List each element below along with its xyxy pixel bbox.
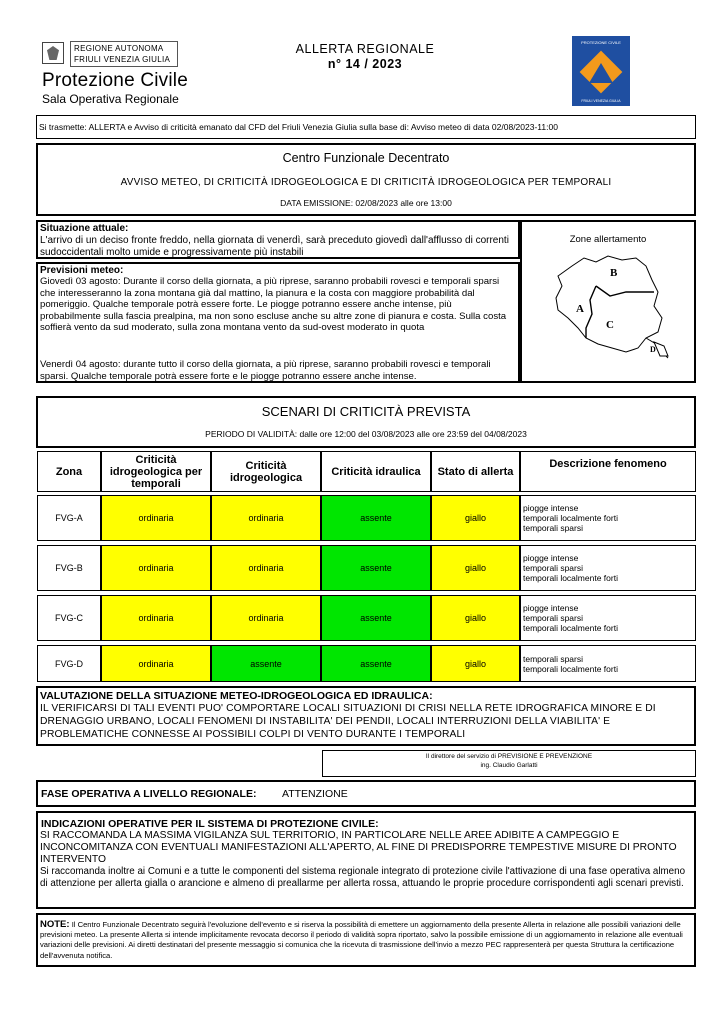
alert-number: n° 14 / 2023 (327, 57, 403, 71)
note-text: Il Centro Funzionale Decentrato seguirà l'evoluzione dell'evento e si riserva la possibilità di emettere un aggiornamento della presente Allerta in relazione alle possibili variazioni delle previsioni meteo. La presente Allerta si intende implicitamente revocata decorso il periodo di validità sopra riportato, salvo la possibile emissione di un aggiornamento in relazione alle eventuali variazioni delle previsioni. Ai diretti destinatari del presente messaggio si comunica che la ricevuta di trasmissione dell'invio a mezzo PEC rappresenterà per questa Struttura la certificazione dell'avvenuta notifica. (40, 920, 683, 960)
note-content (40, 920, 690, 961)
header-descrizione: Descrizione fenomeno (520, 451, 696, 492)
row-c-fenomeno: temporali localmente forti (523, 623, 618, 633)
note-box (36, 913, 696, 967)
transmission-box (36, 115, 696, 139)
row-d-idrogeologica: assente (211, 645, 321, 682)
row-b-fenomeno: temporali localmente forti (523, 573, 618, 583)
row-b-idrogeologica: ordinaria (211, 545, 321, 591)
fase-value: ATTENZIONE (282, 788, 348, 800)
zones-map-title: Zone allertamento (569, 234, 647, 245)
header-zona: Zona (37, 451, 101, 492)
row-d-allerta: giallo (431, 645, 520, 682)
row-d-fenomeno: temporali sparsi (523, 653, 583, 664)
row-d-descrizione (520, 645, 696, 682)
header-idraulica: Criticità idraulica (321, 451, 431, 492)
org-subname: Sala Operativa Regionale (42, 92, 179, 106)
civil-protection-logo (572, 36, 630, 106)
situation-box (36, 220, 520, 259)
row-b-idraulica: assente (321, 545, 431, 591)
row-b-temporali: ordinaria (101, 545, 211, 591)
row-a-fenomeno: temporali sparsi (523, 523, 583, 533)
row-c-idraulica: assente (321, 595, 431, 641)
scenari-title: SCENARI DI CRITICITÀ PREVISTA (261, 404, 471, 419)
header-idrogeologica: Criticità idrogeologica (211, 451, 321, 492)
region-logo-line2: FRIULI VENEZIA GIULIA (74, 55, 171, 64)
row-c-fenomeno: temporali sparsi (523, 613, 583, 623)
map-label-a: A (576, 303, 584, 315)
pc-logo-top-text: PROTEZIONE CIVILE (581, 40, 621, 45)
row-b-allerta: giallo (431, 545, 520, 591)
signature-name: ing. Claudio Garlatti (480, 762, 538, 769)
pc-logo-bottom-text: FRIULI VENEZIA GIULIA (581, 99, 621, 103)
row-d-fenomeno: temporali localmente forti (523, 663, 618, 674)
row-c-temporali: ordinaria (101, 595, 211, 641)
region-emblem-icon (42, 42, 64, 64)
row-c-descrizione (520, 595, 696, 641)
cfd-subtitle: AVVISO METEO, DI CRITICITÀ IDROGEOLOGICA E DI CRITICITÀ IDROGEOLOGICA PER TEMPORALI (120, 177, 612, 188)
note-label: NOTE: (40, 919, 70, 930)
row-a-zona: FVG-A (37, 495, 101, 541)
cfd-box (36, 143, 696, 216)
row-c-idrogeologica: ordinaria (211, 595, 321, 641)
row-a-fenomeno: piogge intense (523, 503, 579, 513)
row-b-descrizione (520, 545, 696, 591)
indicazioni-box (36, 811, 696, 909)
signature-box (322, 750, 696, 777)
org-name: Protezione Civile (42, 70, 188, 91)
valutazione-text: IL VERIFICARSI DI TALI EVENTI PUO' COMPORTARE LOCALI SITUAZIONI DI CRISI NELLA RETE IDROGRAFICA MINORE E DI DRENAGGIO URBANO, LOCALI FENOMENI DI INSTABILITA' DEI PENDII, LOCALI INTERRUZIONI DELLA VIABILITA' E PROBLEMATICHE CONNESSE AI POSSIBILI COLPI DI VENTO DURANTE I TEMPORALI (40, 703, 656, 740)
alert-title (250, 42, 480, 72)
header-temporali: Criticità idrogeologica per temporali (101, 451, 211, 492)
forecast-box (36, 262, 520, 383)
transmission-text: Si trasmette: ALLERTA e Avviso di criticità emanato dal CFD del Friuli Venezia Giulia sulla base di: Avviso meteo di data 02/08/2023-11:00 (39, 122, 558, 132)
row-a-temporali: ordinaria (101, 495, 211, 541)
row-a-idrogeologica: ordinaria (211, 495, 321, 541)
forecast-title: Previsioni meteo: (40, 265, 124, 276)
region-logo-box (70, 41, 178, 67)
indicazioni-text: Si raccomanda inoltre ai Comuni e a tutte le componenti del sistema regionale integrato di protezione civile l'attivazione di una fase operativa almeno di attenzione per allerta gialla o arancione e almeno di preallarme per allerta rossa, attuando le proprie procedure corrispondenti agli scenari previsti. (40, 866, 686, 889)
row-b-fenomeno: temporali sparsi (523, 563, 583, 573)
emission-date: DATA EMISSIONE: 02/08/2023 alle ore 13:00 (280, 198, 452, 208)
indicazioni-caps: SI RACCOMANDA LA MASSIMA VIGILANZA SUL TERRITORIO, IN PARTICOLARE NELLE AREE ADIBITE A CAMPEGGIO E INCONCOMITANZA CON EVENTUALI MANIFESTAZIONI ALL'APERTO, AL FINE DI PREDISPORRE TEMPESTIVE MISURE DI PRONTO INTERVENTO (40, 830, 677, 866)
cfd-title: Centro Funzionale Decentrato (282, 151, 450, 165)
row-a-idraulica: assente (321, 495, 431, 541)
map-label-b: B (610, 267, 618, 279)
zones-map (550, 252, 680, 364)
situation-text: L'arrivo di un deciso fronte freddo, nella giornata di venerdì, sarà preceduto giovedì dall'afflusso di correnti sudoccidentali molto umide e progressivamente più instabili (40, 235, 509, 258)
forecast-day1: Giovedì 03 agosto: Durante il corso della giornata, a più riprese, saranno probabili rovesci e temporali sparsi che interesseranno la zona montana già dal mattino, la pianura e la costa con maggiore probabilità dal pomeriggio. Qualche temporale potrà essere forte. Le piogge potranno essere anche intense, più probabilmente sulla fascia prealpina, ma non sono escluse anche su altre zone di pianura e costa. Sulla costa soffierà vento da sud moderato, sulla zona montana vento da sud-ovest moderato in quota (40, 276, 507, 334)
region-logo (38, 38, 198, 108)
map-label-c: C (606, 319, 614, 331)
fase-label: FASE OPERATIVA A LIVELLO REGIONALE: (41, 788, 257, 800)
row-b-zona: FVG-B (37, 545, 101, 591)
row-d-temporali: ordinaria (101, 645, 211, 682)
forecast-day2: Venerdì 04 agosto: durante tutto il corso della giornata, a più riprese, saranno probabili rovesci e temporali sparsi. Qualche temporale potrà essere forte e le piogge potranno essere anche intense. (40, 359, 491, 382)
scenari-box (36, 396, 696, 448)
valutazione-box (36, 686, 696, 746)
row-a-fenomeno: temporali localmente forti (523, 513, 618, 523)
row-c-allerta: giallo (431, 595, 520, 641)
region-logo-line1: REGIONE AUTONOMA (74, 44, 164, 53)
row-d-idraulica: assente (321, 645, 431, 682)
row-a-descrizione (520, 495, 696, 541)
indicazioni-title: INDICAZIONI OPERATIVE PER IL SISTEMA DI PROTEZIONE CIVILE: (41, 818, 379, 830)
zone-outline-icon (556, 256, 662, 352)
row-b-fenomeno: piogge intense (523, 553, 579, 563)
alert-title-line1: ALLERTA REGIONALE (295, 42, 435, 56)
zones-map-box (520, 220, 696, 383)
row-c-fenomeno: piogge intense (523, 603, 579, 613)
header-allerta: Stato di allerta (431, 451, 520, 492)
zone-d-coast-icon (654, 342, 668, 356)
situation-title: Situazione attuale: (40, 223, 129, 234)
row-c-zona: FVG-C (37, 595, 101, 641)
valutazione-title: VALUTAZIONE DELLA SITUAZIONE METEO-IDROGEOLOGICA ED IDRAULICA: (40, 690, 433, 702)
fase-box (36, 780, 696, 807)
validity-period: PERIODO DI VALIDITÀ: dalle ore 12:00 del 03/08/2023 alle ore 23:59 del 04/08/2023 (205, 429, 527, 439)
pc-logo-triangle-icon (589, 63, 613, 83)
row-a-allerta: giallo (431, 495, 520, 541)
signature-role: Il direttore del servizio di PREVISIONE E PREVENZIONE (425, 753, 593, 760)
map-label-d: D (650, 345, 656, 354)
row-d-zona: FVG-D (37, 645, 101, 682)
